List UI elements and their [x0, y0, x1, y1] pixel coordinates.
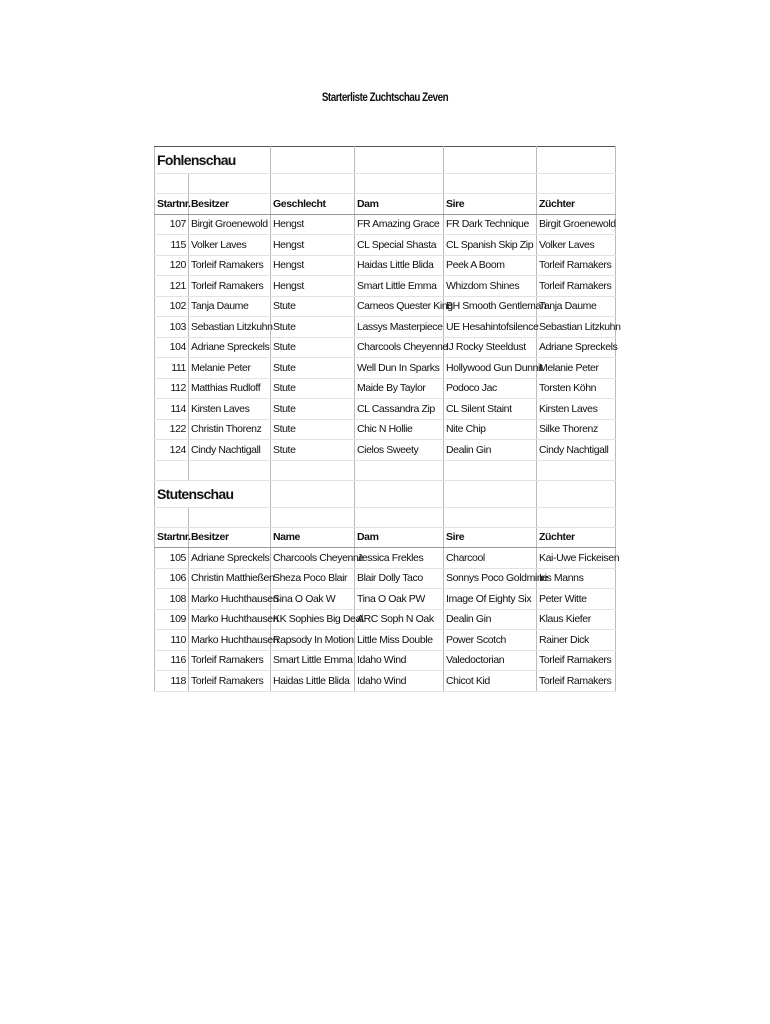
table-cell: Birgit Groenewold [537, 214, 616, 235]
empty-cell [355, 480, 444, 507]
empty-cell [355, 507, 444, 527]
table-body [155, 147, 621, 692]
table-row [155, 276, 616, 297]
empty-cell [537, 507, 616, 527]
column-header: Züchter [537, 527, 616, 548]
empty-cell [537, 460, 616, 480]
empty-cell [537, 480, 616, 507]
empty-cell [444, 147, 537, 174]
start-number-cell: 116 [155, 650, 189, 671]
empty-cell [271, 507, 355, 527]
table-cell: Rainer Dick [537, 630, 616, 651]
table-cell: Haidas Little Blida [271, 671, 355, 692]
table-cell: Peek A Boom [444, 255, 537, 276]
start-number-cell: 102 [155, 296, 189, 317]
table-cell: Stute [271, 378, 355, 399]
table-cell: Tanja Daume [189, 296, 271, 317]
table-row [155, 419, 616, 440]
table-cell: IJ Rocky Steeldust [444, 337, 537, 358]
table-cell: Charcools Cheyenne [355, 337, 444, 358]
empty-cell [444, 174, 537, 194]
column-header: Geschlecht [271, 194, 355, 215]
table-cell: Image Of Eighty Six [444, 589, 537, 610]
section-title-row [155, 147, 616, 174]
table-row [155, 548, 616, 569]
start-number-cell: 122 [155, 419, 189, 440]
table-cell: Stute [271, 419, 355, 440]
table-cell: Kai-Uwe Fickeisen [537, 548, 616, 569]
empty-cell [444, 460, 537, 480]
spacer-row [155, 507, 616, 527]
table-row [155, 296, 616, 317]
table-cell: Volker Laves [189, 235, 271, 256]
start-number-cell: 115 [155, 235, 189, 256]
table-cell: Nite Chip [444, 419, 537, 440]
table-cell: Hengst [271, 276, 355, 297]
empty-cell [189, 507, 271, 527]
table-cell: Stute [271, 358, 355, 379]
table-cell: Klaus Kiefer [537, 609, 616, 630]
table-cell: Well Dun In Sparks [355, 358, 444, 379]
start-number-cell: 118 [155, 671, 189, 692]
column-header: Dam [355, 527, 444, 548]
table-cell: Christin Thorenz [189, 419, 271, 440]
table-row [155, 671, 616, 692]
empty-cell [155, 460, 189, 480]
table-cell: CL Special Shasta [355, 235, 444, 256]
column-header: Dam [355, 194, 444, 215]
starter-list-table [154, 146, 621, 692]
table-cell: Stute [271, 317, 355, 338]
table-cell: CL Cassandra Zip [355, 399, 444, 420]
table-cell: Kirsten Laves [189, 399, 271, 420]
start-number-cell: 121 [155, 276, 189, 297]
table-row [155, 568, 616, 589]
table-cell: Volker Laves [537, 235, 616, 256]
table-row [155, 358, 616, 379]
table-cell: Smart Little Emma [355, 276, 444, 297]
spacer-row [155, 460, 616, 480]
table-row [155, 399, 616, 420]
table-cell: Haidas Little Blida [355, 255, 444, 276]
empty-cell [537, 174, 616, 194]
table-cell: Charcools Cheyenne [271, 548, 355, 569]
table-cell: Cameos Quester King [355, 296, 444, 317]
table-cell: Hengst [271, 255, 355, 276]
table-cell: Torleif Ramakers [189, 255, 271, 276]
empty-cell [189, 460, 271, 480]
table-cell: Tina O Oak PW [355, 589, 444, 610]
table-cell: Birgit Groenewold [189, 214, 271, 235]
table-row [155, 589, 616, 610]
table-cell: Melanie Peter [189, 358, 271, 379]
column-header: Startnr. [155, 527, 189, 548]
column-header: Besitzer [189, 527, 271, 548]
table-cell: Blair Dolly Taco [355, 568, 444, 589]
table-cell: Torleif Ramakers [537, 255, 616, 276]
table-cell: Torleif Ramakers [537, 671, 616, 692]
start-number-cell: 111 [155, 358, 189, 379]
table-row [155, 235, 616, 256]
table-cell: Lassys Masterpiece [355, 317, 444, 338]
empty-cell [155, 174, 189, 194]
table-cell: Rapsody In Motion [271, 630, 355, 651]
table-row [155, 440, 616, 461]
table-cell: Idaho Wind [355, 671, 444, 692]
section-title: Stutenschau [155, 480, 271, 507]
table-cell: Marko Huchthausen [189, 589, 271, 610]
start-number-cell: 105 [155, 548, 189, 569]
empty-cell [355, 460, 444, 480]
header-row [155, 527, 616, 548]
table-cell: Stute [271, 296, 355, 317]
table-cell: Stute [271, 399, 355, 420]
table-cell: Little Miss Double [355, 630, 444, 651]
table-cell: Hengst [271, 235, 355, 256]
column-header: Sire [444, 527, 537, 548]
table-cell: Stute [271, 337, 355, 358]
table-cell: Marko Huchthausen [189, 609, 271, 630]
table-cell: Melanie Peter [537, 358, 616, 379]
empty-cell [355, 174, 444, 194]
start-number-cell: 104 [155, 337, 189, 358]
table-cell: CL Silent Staint [444, 399, 537, 420]
document-title: Starterliste Zuchtschau Zeven [321, 90, 449, 104]
empty-cell [271, 480, 355, 507]
start-number-cell: 112 [155, 378, 189, 399]
empty-cell [444, 507, 537, 527]
table-cell: Sina O Oak W [271, 589, 355, 610]
table-cell: UE Hesahintofsilence [444, 317, 537, 338]
start-number-cell: 108 [155, 589, 189, 610]
table-cell: Torleif Ramakers [189, 276, 271, 297]
table-cell: Stute [271, 440, 355, 461]
empty-cell [537, 147, 616, 174]
start-number-cell: 106 [155, 568, 189, 589]
section-title-row [155, 480, 616, 507]
table-cell: Valedoctorian [444, 650, 537, 671]
empty-cell [189, 174, 271, 194]
start-number-cell: 103 [155, 317, 189, 338]
table-row [155, 609, 616, 630]
empty-cell [444, 480, 537, 507]
empty-cell [271, 147, 355, 174]
empty-cell [155, 507, 189, 527]
header-row [155, 194, 616, 215]
table-row [155, 630, 616, 651]
start-number-cell: 120 [155, 255, 189, 276]
table-cell: Sebastian Litzkuhn [189, 317, 271, 338]
table-cell: Torleif Ramakers [189, 671, 271, 692]
table-cell: Cielos Sweety [355, 440, 444, 461]
table-cell: Dealin Gin [444, 440, 537, 461]
table-cell: Torsten Köhn [537, 378, 616, 399]
table-cell: Chicot Kid [444, 671, 537, 692]
table-cell: FR Amazing Grace [355, 214, 444, 235]
table-cell: CL Spanish Skip Zip [444, 235, 537, 256]
column-header: Name [271, 527, 355, 548]
start-number-cell: 109 [155, 609, 189, 630]
start-number-cell: 110 [155, 630, 189, 651]
table-cell: Smart Little Emma [271, 650, 355, 671]
table-cell: Sheza Poco Blair [271, 568, 355, 589]
table-cell: Christin Matthießen [189, 568, 271, 589]
table-cell: Power Scotch [444, 630, 537, 651]
section-title: Fohlenschau [155, 147, 271, 174]
table-cell: Hollywood Gun Dunnit [444, 358, 537, 379]
table-row [155, 255, 616, 276]
start-number-cell: 107 [155, 214, 189, 235]
table-cell: Charcool [444, 548, 537, 569]
table-cell: BH Smooth Gentleman [444, 296, 537, 317]
table-cell: Matthias Rudloff [189, 378, 271, 399]
table-cell: Jessica Frekles [355, 548, 444, 569]
table-cell: Adriane Spreckels [189, 548, 271, 569]
table-cell: Sebastian Litzkuhn [537, 317, 616, 338]
table-cell: Kirsten Laves [537, 399, 616, 420]
table-cell: Torleif Ramakers [537, 650, 616, 671]
table-cell: Peter Witte [537, 589, 616, 610]
table-cell: Cindy Nachtigall [189, 440, 271, 461]
table-cell: Tanja Daume [537, 296, 616, 317]
table-row [155, 378, 616, 399]
column-header: Züchter [537, 194, 616, 215]
table-cell: Adriane Spreckels [189, 337, 271, 358]
table-cell: Sonnys Poco Goldmine [444, 568, 537, 589]
table-cell: Iris Manns [537, 568, 616, 589]
table-row [155, 650, 616, 671]
start-number-cell: 114 [155, 399, 189, 420]
table-row [155, 214, 616, 235]
table-cell: Torleif Ramakers [189, 650, 271, 671]
table-cell: Maide By Taylor [355, 378, 444, 399]
table-cell: KK Sophies Big Deal [271, 609, 355, 630]
table-cell: Podoco Jac [444, 378, 537, 399]
empty-cell [271, 460, 355, 480]
table-cell: Adriane Spreckels [537, 337, 616, 358]
column-header: Startnr. [155, 194, 189, 215]
table-cell: Torleif Ramakers [537, 276, 616, 297]
empty-cell [271, 174, 355, 194]
table-cell: Whizdom Shines [444, 276, 537, 297]
table-cell: Marko Huchthausen [189, 630, 271, 651]
table-cell: Hengst [271, 214, 355, 235]
column-header: Sire [444, 194, 537, 215]
table-cell: FR Dark Technique [444, 214, 537, 235]
table-cell: Dealin Gin [444, 609, 537, 630]
table-cell: Chic N Hollie [355, 419, 444, 440]
table-cell: Silke Thorenz [537, 419, 616, 440]
start-number-cell: 124 [155, 440, 189, 461]
spacer-row [155, 174, 616, 194]
table-row [155, 337, 616, 358]
column-header: Besitzer [189, 194, 271, 215]
table-cell: Cindy Nachtigall [537, 440, 616, 461]
table-row [155, 317, 616, 338]
empty-cell [355, 147, 444, 174]
table-cell: ARC Soph N Oak [355, 609, 444, 630]
table-cell: Idaho Wind [355, 650, 444, 671]
